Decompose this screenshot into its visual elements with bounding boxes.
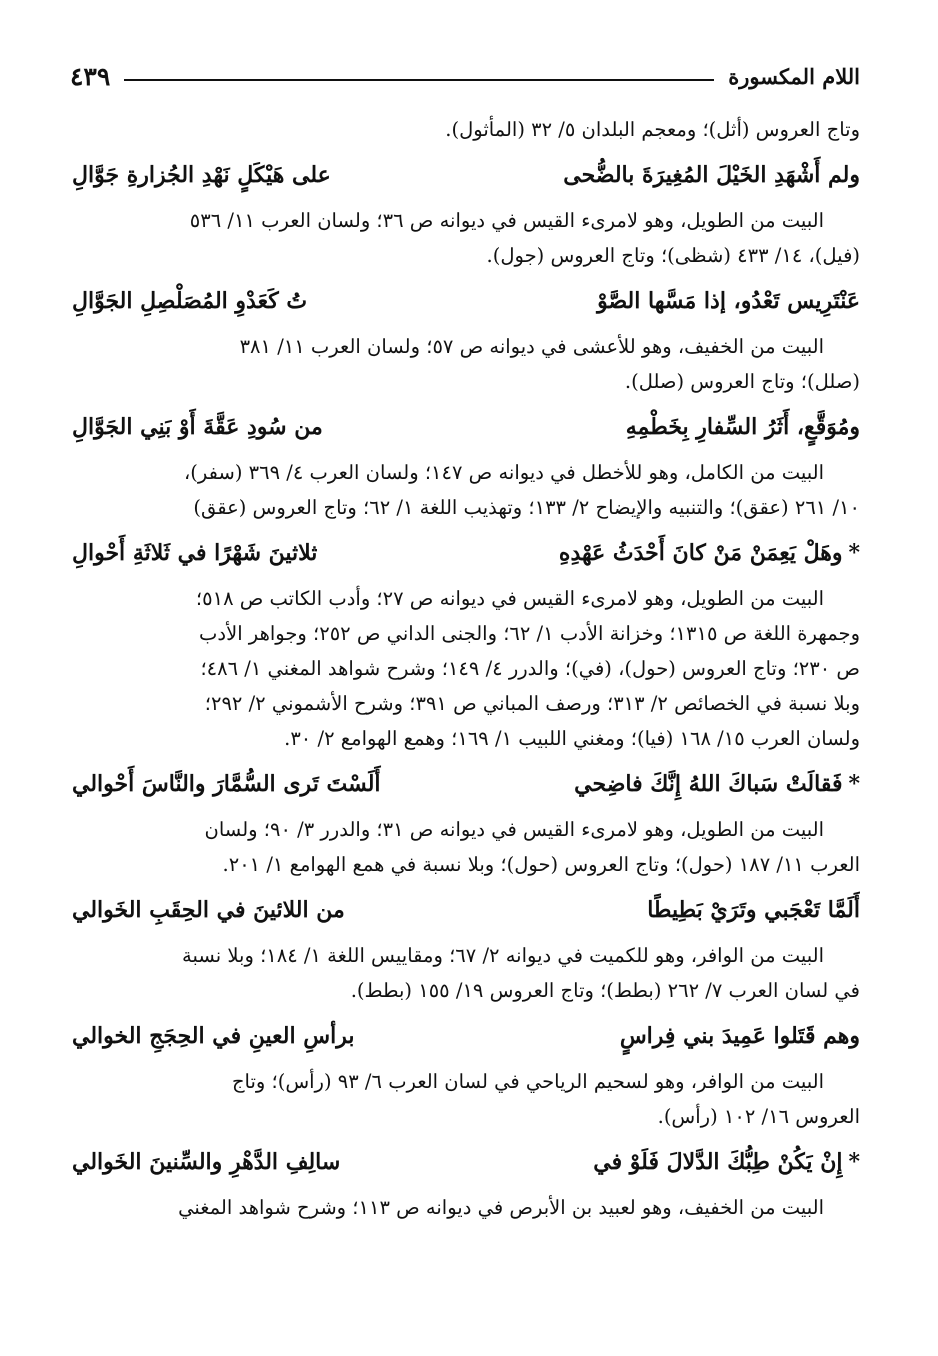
note-line: ١٠/ ٢٦١ (عقق)؛ والتنبيه والإيضاح ٢/ ١٣٣؛ وتهذيب اللغة ١/ ٦٢؛ وتاج العروس (عقق) [193,496,860,519]
hemistich-text: عَنْتَرِيس تَعْدُو، إذا مَسَّها الصَّوْ [597,288,860,314]
star-marker: * [848,771,860,797]
verse-first-hemistich [620,1023,860,1049]
note-line: البيت من الوافر، وهو للكميت في ديوانه ٢/ ٦٧؛ ومقاييس اللغة ١/ ١٨٤؛ وبلا نسبة [182,944,824,967]
verse-second-hemistich: تُ كَعَدْوِ المُصَلْصِلِ الجَوَّالِ [72,288,308,314]
note-line: العرب ١١/ ١٨٧ (حول)؛ وتاج العروس (حول)؛ وبلا نسبة في همع الهوامع ١/ ٢٠١. [222,853,860,876]
verse [72,886,860,934]
star-marker: * [848,1149,860,1175]
note-line: البيت من الخفيف، وهو لعبيد بن الأبرص في ديوانه ص ١١٣؛ وشرح شواهد المغني [178,1196,824,1219]
hemistich-text: ولم أَشْهَدِ الخَيْلَ المُغِيرَةَ بالضُّحى [563,162,860,188]
note-line: (صلل)؛ وتاج العروس (صلل). [624,370,860,393]
verse-first-hemistich [647,897,860,923]
note-line: ولسان العرب ١٥/ ١٦٨ (فيا)؛ ومغني اللبيب ١/ ١٦٩؛ وهمع الهوامع ٢/ ٣٠. [284,727,860,750]
note-line: البيت من الوافر، وهو لسحيم الرياحي في لسان العرب ٦/ ٩٣ (رأس)؛ وتاج [231,1070,824,1093]
note-line: العروس ١٦/ ١٠٢ (رأس). [657,1105,860,1128]
verse-second-hemistich: على هَيْكَلٍ نَهْدِ الجُزارةِ جَوَّالِ [72,162,331,188]
note-line: البيت من الخفيف، وهو للأعشى في ديوانه ص ٥٧؛ ولسان العرب ١١/ ٣٨١ [239,335,824,358]
hemistich-text: ومُوَقَّعٍ، أَثَرُ السِّفارِ بِخَطْمِهِ [625,414,860,440]
verse-second-hemistich: برأسِ العينِ في الحِجَجِ الخوالي [72,1023,355,1049]
verse-first-hemistich [563,162,860,188]
verse-first-hemistich [597,288,860,314]
note-line: البيت من الكامل، وهو للأخطل في ديوانه ص ١٤٧؛ ولسان العرب ٤/ ٣٦٩ (سفر)، [183,461,824,484]
note-line: (فيل)، ١٤/ ٤٣٣ (شظى)؛ وتاج العروس (جول). [486,244,860,267]
hemistich-text: وهَلْ يَعِمَنْ مَنْ كانَ أَحْدَثُ عَهْدِهِ [558,540,843,566]
chapter-title: اللام المكسورة [728,63,860,89]
note-line: البيت من الطويل، وهو لامرىء القيس في ديوانه ص ٣١؛ والدرر ٣/ ٩٠؛ ولسان [204,818,824,841]
note-line: ص ٢٣٠؛ وتاج العروس (حول)، (في)؛ والدرر ٤/ ١٤٩؛ وشرح شواهد المغني ١/ ٤٨٦؛ [200,657,860,680]
verse-second-hemistich: سالِفِ الدَّهْرِ والسِّنينَ الخَوالي [72,1149,341,1175]
note-line: في لسان العرب ٧/ ٢٦٢ (بطط)؛ وتاج العروس ١٩/ ١٥٥ (بطط). [350,979,860,1002]
verse-first-hemistich [559,540,860,566]
verse-second-hemistich: أَلَسْتَ تَرى السُّمَّارَ والنَّاسَ أَحْوالي [72,771,381,797]
hemistich-text: وهم قَتَلوا عَمِيدَ بني فِراسٍ [619,1023,860,1049]
verse-second-hemistich: من اللائينَ في الحِقَبِ الخَوالي [72,897,345,923]
verse-second-hemistich: ثلاثينَ شَهْرًا في ثَلاثَةِ أَحْوالِ [72,540,318,566]
page-header [70,56,860,96]
page-body [72,112,860,1225]
verse-first-hemistich [626,414,860,440]
verse [72,1138,860,1186]
hemistich-text: إِنْ يَكُنْ طِبُّكَ الدَّلالَ فَلَوْ في [593,1149,843,1175]
verse [72,760,860,808]
verse-first-hemistich [574,771,860,797]
page-number: ٤٣٩ [70,61,111,91]
verse [72,151,860,199]
hemistich-text: أَلَمَّا تَعْجَبي وتَرَيْ بَطِيطًا [647,897,860,923]
note-line: وبلا نسبة في الخصائص ٢/ ٣١٣؛ ورصف المباني ص ٣٩١؛ وشرح الأشموني ٢/ ٢٩٢؛ [204,692,860,715]
verse [72,1012,860,1060]
star-marker: * [848,540,860,566]
note-line: البيت من الطويل، وهو لامرىء القيس في ديوانه ص ٣٦؛ ولسان العرب ١١/ ٥٣٦ [189,209,824,232]
note-line: البيت من الطويل، وهو لامرىء القيس في ديوانه ص ٢٧؛ وأدب الكاتب ص ٥١٨؛ [195,587,824,610]
verse-first-hemistich [593,1149,860,1175]
note-line: وجمهرة اللغة ص ١٣١٥؛ وخزانة الأدب ١/ ٦٢؛ والجنى الداني ص ٢٥٢؛ وجواهر الأدب [199,622,860,645]
header-rule [124,79,714,81]
verse-second-hemistich: من سُودِ عَقَّةَ أَوْ بَنِي الجَوَّالِ [72,414,323,440]
verse [72,529,860,577]
verse [72,403,860,451]
note-line: وتاج العروس (أثل)؛ ومعجم البلدان ٥/ ٣٢ (المأثول). [445,118,860,141]
hemistich-text: فَقالَتْ سَباكَ اللهُ إِنَّكَ فاضِحي [574,771,843,797]
verse [72,277,860,325]
